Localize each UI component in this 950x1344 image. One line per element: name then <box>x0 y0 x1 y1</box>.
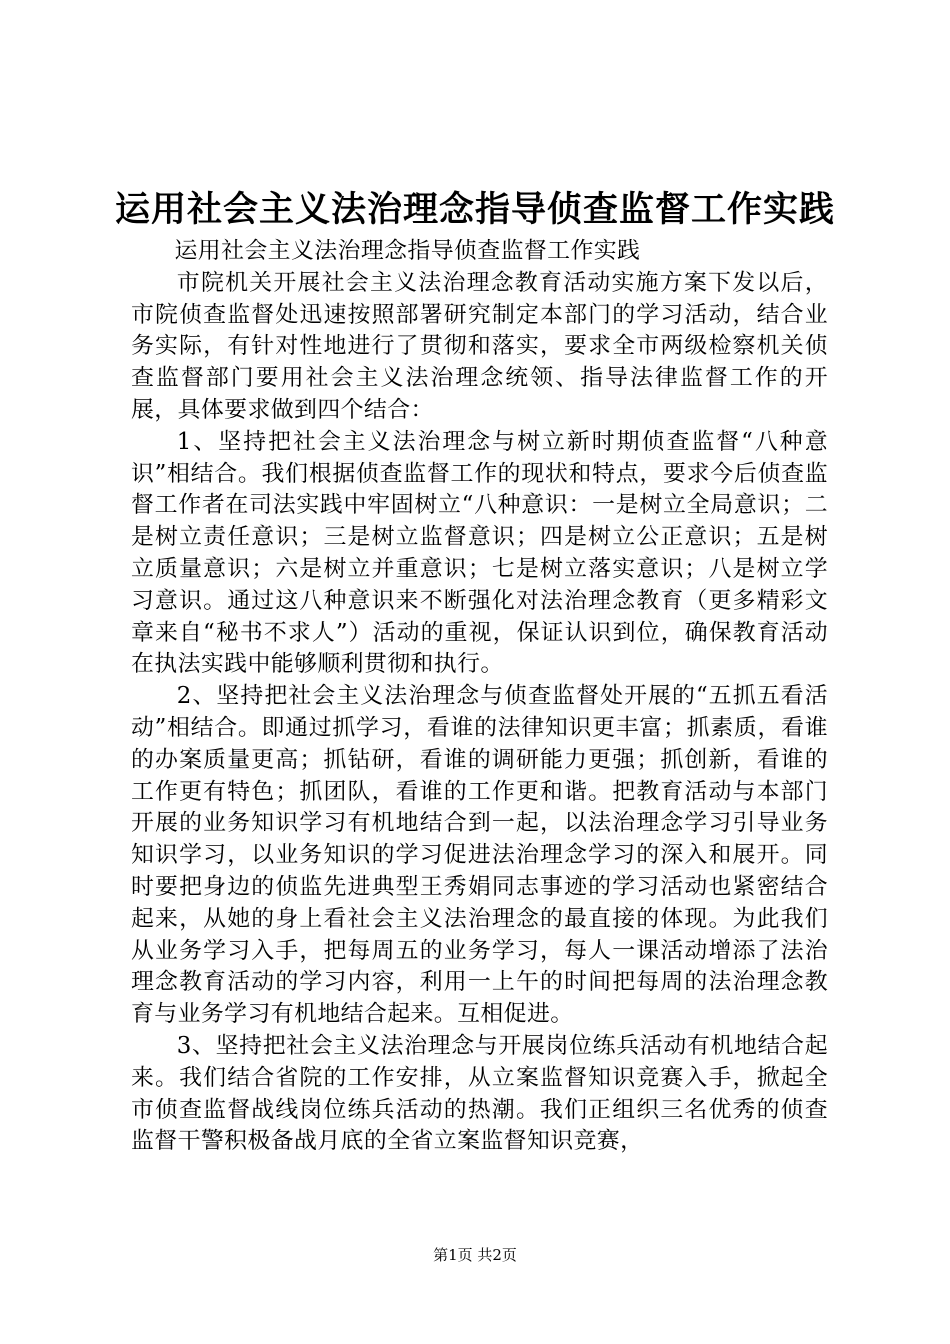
paragraph-point-1: 1、坚持把社会主义法治理念与树立新时期侦查监督“八种意识”相结合。我们根据侦查监督工作的现状和特点，要求今后侦查监督工作者在司法实践中牢固树立“八种意识：一是树立全局意识；二是树立责任意识；三是树立监督意识；四是树立公正意识；五是树立质量意识；六是树立并重意识；七是树立落实意识；八是树立学习意识。通过这八种意识来不断强化对法治理念教育（更多精彩文章来自“秘书不求人”）活动的重视，保证认识到位，确保教育活动在执法实践中能够顺利贯彻和执行。 <box>131 428 828 678</box>
paragraph-point-2: 2、坚持把社会主义法治理念与侦查监督处开展的“五抓五看活动”相结合。即通过抓学习，看谁的法律知识更丰富；抓素质，看谁的办案质量更高；抓钻研，看谁的调研能力更强；抓创新，看谁的工作更有特色；抓团队，看谁的工作更和谐。把教育活动与本部门开展的业务知识学习有机地结合到一起，以法治理念学习引导业务知识学习，以业务知识的学习促进法治理念学习的深入和展开。同时要把身边的侦监先进典型王秀娟同志事迹的学习活动也紧密结合起来，从她的身上看社会主义法治理念的最直接的体现。为此我们从业务学习入手，把每周五的业务学习，每人一课活动增添了法治理念教育活动的学习内容，利用一上午的时间把每周的法治理念教育与业务学习有机地结合起来。互相促进。 <box>131 683 828 1028</box>
page-number-footer: 第1页 共2页 <box>433 1246 517 1264</box>
document-title: 运用社会主义法治理念指导侦查监督工作实践 <box>114 190 835 230</box>
paragraph-point-3: 3、坚持把社会主义法治理念与开展岗位练兵活动有机地结合起来。我们结合省院的工作安排，从立案监督知识竞赛入手，掀起全市侦查监督战线岗位练兵活动的热潮。我们正组织三名优秀的侦查监督干警积极备战月底的全省立案监督知识竞赛， <box>131 1032 828 1155</box>
paragraph-intro: 市院机关开展社会主义法治理念教育活动实施方案下发以后，市院侦查监督处迅速按照部署研究制定本部门的学习活动，结合业务实际，有针对性地进行了贯彻和落实，要求全市两级检察机关侦查监督部门要用社会主义法治理念统领、指导法律监督工作的开展，具体要求做到四个结合： <box>131 269 828 423</box>
document-subtitle: 运用社会主义法治理念指导侦查监督工作实践 <box>174 238 641 264</box>
document-body <box>131 236 828 1158</box>
